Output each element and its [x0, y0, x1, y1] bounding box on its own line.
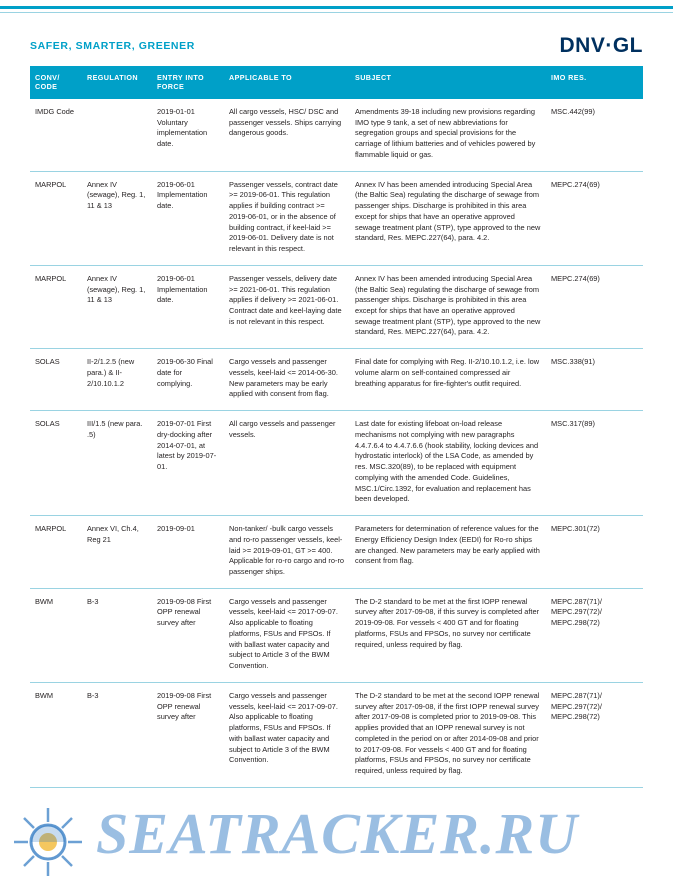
cell-subject: Annex IV has been amended introducing Special Area (the Baltic Sea) regulating the discharge of sewage from passenger ships. Discharge is prohibited in this area except for ships that have an operative approved sewage treatment plant (STP), type approved to the new standard, Res. MEPC.227(64), para. 4.2.: [350, 171, 546, 265]
regulations-table: [30, 66, 643, 788]
cell-subject: Annex IV has been amended introducing Special Area (the Baltic Sea) regulating the discharge of sewage from passenger ships. Discharge is prohibited in this area except for ships that have an operative approved sewage treatment plant (STP), type approved to the new standard, Res. MEPC.227(64), para. 4.2.: [350, 265, 546, 348]
cell-regulation: B-3: [82, 682, 152, 787]
cell-entry-into-force: 2019-06-30 Final date for complying.: [152, 349, 224, 411]
cell-conv-code: IMDG Code: [30, 99, 82, 171]
cell-applicable-to: Cargo vessels and passenger vessels, keel-laid <= 2017-09-07. Also applicable to floating platforms, FSUs and FPSOs. If with ballast water capacity and subject to Article 3 of the BWM Convention.: [224, 682, 350, 787]
cell-applicable-to: Passenger vessels, contract date >= 2019-06-01. This regulation applies if building contract >= 2019-06-01, or in the absence of building contract, if keel-laid >= 2019-06-01. Delivery date is not relevant in this respect.: [224, 171, 350, 265]
cell-entry-into-force: 2019-06-01 Implementation date.: [152, 171, 224, 265]
cell-applicable-to: All cargo vessels and passenger vessels.: [224, 411, 350, 516]
cell-regulation: II-2/1.2.5 (new para.) & II-2/10.10.1.2: [82, 349, 152, 411]
footer-spacer: [0, 884, 673, 894]
cell-regulation: III/1.5 (new para. .5): [82, 411, 152, 516]
cell-conv-code: SOLAS: [30, 349, 82, 411]
cell-applicable-to: All cargo vessels, HSC/ DSC and passenger vessels. Ships carrying dangerous goods.: [224, 99, 350, 171]
top-accent-rule: [0, 6, 673, 9]
watermark-text: SEATRACKER.RU: [96, 801, 579, 866]
cell-imo-res: MEPC.274(69): [546, 171, 643, 265]
table-row: [30, 411, 643, 516]
cell-conv-code: MARPOL: [30, 516, 82, 589]
cell-entry-into-force: 2019-09-01: [152, 516, 224, 589]
cell-applicable-to: Cargo vessels and passenger vessels, keel-laid <= 2017-09-07. Also applicable to floating platforms, FSUs and FPSOs. If with ballast water capacity and subject to Article 3 of the BWM Convention.: [224, 588, 350, 682]
cell-subject: Final date for complying with Reg. II-2/10.10.1.2, i.e. low volume alarm on self-contained compressed air breathing apparatus for fire-fighter's outfit required.: [350, 349, 546, 411]
cell-imo-res: MEPC.274(69): [546, 265, 643, 348]
cell-regulation: Annex VI, Ch.4, Reg 21: [82, 516, 152, 589]
column-header-entry-into-force: ENTRY INTO FORCE: [152, 66, 224, 99]
table-row: [30, 349, 643, 411]
cell-imo-res: MSC.338(91): [546, 349, 643, 411]
tagline: SAFER, SMARTER, GREENER: [30, 40, 195, 52]
cell-imo-res: MEPC.301(72): [546, 516, 643, 589]
column-header-conv-code: CONV/ CODE: [30, 66, 82, 99]
cell-regulation: B-3: [82, 588, 152, 682]
column-header-applicable-to: APPLICABLE TO: [224, 66, 350, 99]
cell-entry-into-force: 2019-07-01 First dry-docking after 2014-07-01, at latest by 2019-07-01.: [152, 411, 224, 516]
cell-entry-into-force: 2019-09-08 First OPP renewal survey after: [152, 682, 224, 787]
table-row: [30, 682, 643, 787]
cell-conv-code: MARPOL: [30, 265, 82, 348]
table-row: [30, 265, 643, 348]
column-header-subject: SUBJECT: [350, 66, 546, 99]
cell-imo-res: MSC.442(99): [546, 99, 643, 171]
page-header: [0, 28, 673, 64]
cell-regulation: [82, 99, 152, 171]
table-row: [30, 171, 643, 265]
cell-entry-into-force: 2019-09-08 First OPP renewal survey after: [152, 588, 224, 682]
cell-conv-code: SOLAS: [30, 411, 82, 516]
table-row: [30, 588, 643, 682]
cell-applicable-to: Non-tanker/ -bulk cargo vessels and ro-ro passenger vessels, keel-laid >= 2019-09-01, GT >= 400. Applicable for ro-ro cargo and ro-ro passenger ships.: [224, 516, 350, 589]
column-header-regulation: REGULATION: [82, 66, 152, 99]
cell-subject: Parameters for determination of reference values for the Energy Efficiency Design Index (EEDI) for Ro-ro ships are changed. New parameters may be early applied with consent from flag.: [350, 516, 546, 589]
cell-applicable-to: Cargo vessels and passenger vessels, keel-laid <= 2014-06-30. New parameters may be early applied with consent from flag.: [224, 349, 350, 411]
sun-logo-icon: [12, 806, 84, 878]
cell-imo-res: MSC.317(89): [546, 411, 643, 516]
cell-applicable-to: Passenger vessels, delivery date >= 2021-06-01. This regulation applies if delivery >= 2021-06-01. Contract date and keel-laying date is not relevant in this respect.: [224, 265, 350, 348]
cell-subject: Amendments 39-18 including new provisions regarding IMO type 9 tank, a set of new abbreviations for segregation groups and special provisions for the carriage of lithium batteries and of vehicles powered by flammable liquid or gas.: [350, 99, 546, 171]
cell-conv-code: BWM: [30, 682, 82, 787]
cell-imo-res: MEPC.287(71)/ MEPC.297(72)/ MEPC.298(72): [546, 588, 643, 682]
cell-entry-into-force: 2019-01-01 Voluntary implementation date.: [152, 99, 224, 171]
cell-subject: Last date for existing lifeboat on-load release mechanisms not complying with new paragraphs 4.4.7.6.4 to 4.4.7.6.6 (hook stability, locking devices and hydrostatic interlock) of the LSA Code, as amended by res. MSC.320(89), to be replaced with equipment complying with the amended Code. Guidelines, MSC.1/Circ.1392, for evaluation and replacement has been developed.: [350, 411, 546, 516]
cell-imo-res: MEPC.287(71)/ MEPC.297(72)/ MEPC.298(72): [546, 682, 643, 787]
table-body: [30, 99, 643, 787]
cell-regulation: Annex IV (sewage), Reg. 1, 11 & 13: [82, 171, 152, 265]
cell-subject: The D-2 standard to be met at the second IOPP renewal survey after 2017-09-08, if the first IOPP renewal survey after 2017-09-08 is completed prior to 2019-09-08. This applies provided that an IOPP renewal survey is not completed in the period on or after 2014-09-08 and prior to 2017-09-08. For vessels < 400 GT and for floating platforms, FSUs and FPSOs, no survey nor certificate required, unless required by flag.: [350, 682, 546, 787]
cell-subject: The D-2 standard to be met at the first IOPP renewal survey after 2017-09-08, if this survey is completed after 2019-09-08. For vessels < 400 GT and for floating platforms, FSUs and FPSOs, no survey nor certificate required, unless required by flag.: [350, 588, 546, 682]
cell-conv-code: MARPOL: [30, 171, 82, 265]
company-logo: DNV·GL: [559, 34, 643, 57]
table-row: [30, 516, 643, 589]
table-header-row: [30, 66, 643, 99]
cell-conv-code: BWM: [30, 588, 82, 682]
cell-regulation: Annex IV (sewage), Reg. 1, 11 & 13: [82, 265, 152, 348]
table-row: [30, 99, 643, 171]
cell-entry-into-force: 2019-06-01 Implementation date.: [152, 265, 224, 348]
table-header: [30, 66, 643, 99]
top-thin-rule: [0, 12, 673, 13]
column-header-imo-res: IMO RES.: [546, 66, 643, 99]
